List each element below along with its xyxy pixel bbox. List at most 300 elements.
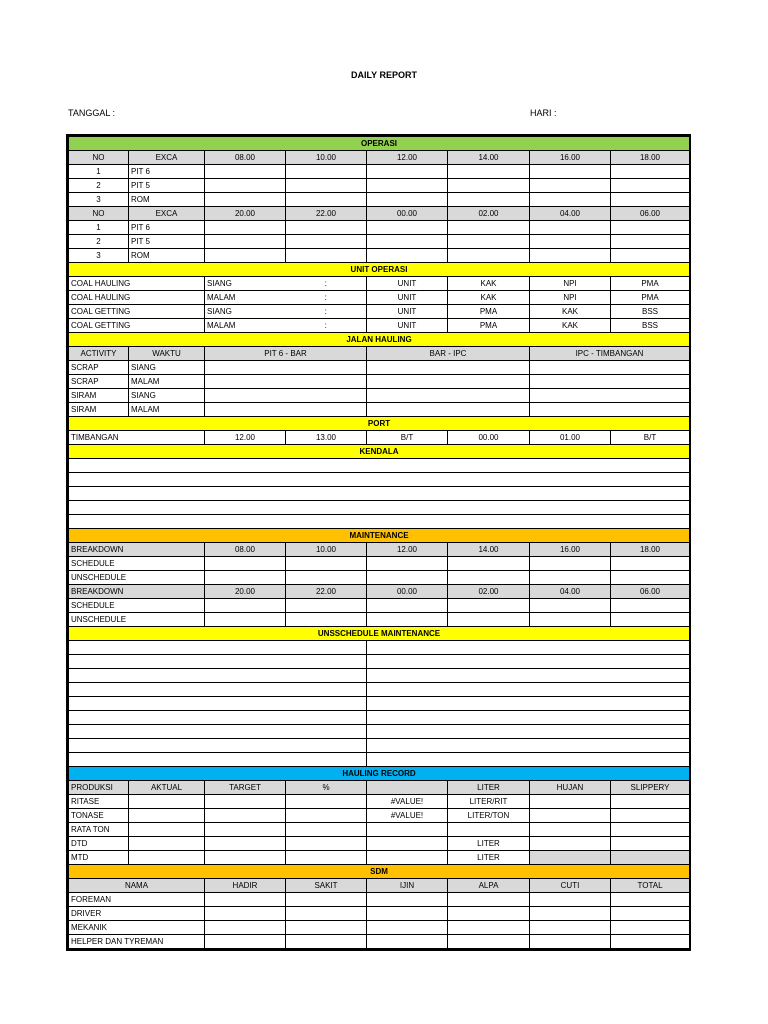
input-cell[interactable] (286, 613, 367, 627)
input-cell[interactable] (367, 921, 448, 935)
unit-operasi-section (69, 263, 690, 277)
input-cell[interactable] (286, 557, 367, 571)
input-cell[interactable] (530, 361, 690, 375)
input-cell[interactable] (205, 235, 286, 249)
shift-label: SIANG (205, 277, 286, 291)
contractor-label: KAK (448, 277, 530, 291)
metric-label: RITASE (69, 795, 129, 809)
input-cell[interactable] (367, 179, 448, 193)
column-header: 02.00 (448, 585, 530, 599)
input-cell[interactable] (530, 389, 690, 403)
value-cell[interactable] (530, 795, 611, 809)
maintenance-section (69, 529, 690, 543)
input-cell[interactable] (205, 557, 286, 571)
column-header: 16.00 (530, 543, 611, 557)
hauling-record-row (69, 809, 690, 823)
input-cell[interactable] (530, 599, 611, 613)
input-cell[interactable] (448, 599, 530, 613)
breakdown-label: BREAKDOWN (69, 585, 205, 599)
contractor-label: PMA (448, 305, 530, 319)
input-cell[interactable] (611, 935, 690, 949)
value-cell[interactable] (205, 795, 286, 809)
port-section (69, 417, 690, 431)
input-cell[interactable] (530, 375, 690, 389)
value-cell[interactable] (367, 823, 448, 837)
metric-label: TONASE (69, 809, 129, 823)
input-cell[interactable] (286, 599, 367, 613)
column-header: 18.00 (611, 543, 690, 557)
input-cell[interactable] (367, 249, 448, 263)
column-header: 14.00 (448, 151, 530, 165)
input-cell[interactable] (286, 235, 367, 249)
input-cell[interactable] (367, 221, 448, 235)
kendala-section-title: KENDALA (69, 445, 690, 459)
input-cell[interactable] (530, 249, 611, 263)
column-header: AKTUAL (129, 781, 205, 795)
unschedule-input[interactable] (367, 655, 690, 669)
input-cell[interactable] (448, 179, 530, 193)
column-header: WAKTU (129, 347, 205, 361)
report-table (68, 136, 690, 949)
unschedule-input[interactable] (69, 655, 367, 669)
input-cell[interactable] (611, 221, 690, 235)
input-cell[interactable] (530, 893, 611, 907)
value-cell[interactable] (205, 823, 286, 837)
input-cell[interactable] (205, 893, 286, 907)
input-cell[interactable] (530, 935, 611, 949)
value-cell[interactable] (129, 837, 205, 851)
shift-label: MALAM (205, 291, 286, 305)
column-header: 04.00 (530, 207, 611, 221)
value-cell[interactable] (611, 837, 690, 851)
value-cell[interactable] (205, 837, 286, 851)
hauling-record-section-title: HAULING RECORD (69, 767, 690, 781)
input-cell[interactable] (530, 613, 611, 627)
unschedule-input[interactable] (367, 683, 690, 697)
exca-name: ROM (129, 249, 205, 263)
input-cell[interactable] (530, 193, 611, 207)
hauling-record-header (69, 781, 690, 795)
input-cell[interactable] (611, 571, 690, 585)
input-cell[interactable] (205, 375, 367, 389)
hauling-record-row (69, 795, 690, 809)
input-cell[interactable] (367, 907, 448, 921)
input-cell[interactable] (205, 921, 286, 935)
input-cell[interactable] (611, 599, 690, 613)
contractor-label: KAK (530, 319, 611, 333)
time-label: 00.00 (448, 431, 530, 445)
input-cell[interactable] (286, 921, 367, 935)
input-cell[interactable] (367, 193, 448, 207)
row-number: 3 (69, 249, 129, 263)
unschedule-input[interactable] (69, 697, 367, 711)
kendala-section (69, 445, 690, 459)
input-cell[interactable] (611, 557, 690, 571)
column-header: ALPA (448, 879, 530, 893)
port-row (69, 431, 690, 445)
input-cell[interactable] (448, 235, 530, 249)
sdm-row (69, 935, 690, 949)
column-header: 18.00 (611, 151, 690, 165)
input-cell[interactable] (286, 907, 367, 921)
value-cell[interactable]: LITER (448, 851, 530, 865)
input-cell[interactable] (286, 571, 367, 585)
column-header: NO (69, 151, 129, 165)
column-header: 22.00 (286, 585, 367, 599)
value-cell[interactable] (530, 837, 611, 851)
column-header: LITER (448, 781, 530, 795)
input-cell[interactable] (367, 389, 530, 403)
column-header: 16.00 (530, 151, 611, 165)
exca-name: ROM (129, 193, 205, 207)
row-number: 1 (69, 221, 129, 235)
input-cell[interactable] (286, 165, 367, 179)
row-number: 3 (69, 193, 129, 207)
maintenance-header1 (69, 543, 690, 557)
unschedule-input[interactable] (367, 739, 690, 753)
input-cell[interactable] (448, 221, 530, 235)
operasi-row (69, 165, 690, 179)
input-cell[interactable] (205, 179, 286, 193)
value-cell[interactable] (611, 851, 690, 865)
unit-label: UNIT (367, 291, 448, 305)
column-header: 02.00 (448, 207, 530, 221)
contractor-label: BSS (611, 319, 690, 333)
input-cell[interactable] (530, 221, 611, 235)
value-cell[interactable] (530, 809, 611, 823)
jalan-hauling-row (69, 389, 690, 403)
value-cell[interactable] (286, 823, 367, 837)
row-number: 2 (69, 179, 129, 193)
input-cell[interactable] (286, 193, 367, 207)
input-cell[interactable] (611, 613, 690, 627)
input-cell[interactable] (448, 193, 530, 207)
input-cell[interactable] (530, 235, 611, 249)
unit-label: UNIT (367, 305, 448, 319)
value-cell[interactable] (286, 851, 367, 865)
column-header: 12.00 (367, 543, 448, 557)
input-cell[interactable] (286, 249, 367, 263)
input-cell[interactable] (530, 921, 611, 935)
input-cell[interactable] (611, 907, 690, 921)
unschedule-row (69, 683, 690, 697)
column-header: 06.00 (611, 207, 690, 221)
column-header: EXCA (129, 207, 205, 221)
input-cell[interactable] (611, 165, 690, 179)
jalan-hauling-row (69, 403, 690, 417)
activity-label: COAL GETTING (69, 305, 205, 319)
input-cell[interactable] (530, 907, 611, 921)
column-header: 14.00 (448, 543, 530, 557)
column-header: 22.00 (286, 207, 367, 221)
unschedule-input[interactable] (69, 711, 367, 725)
metric-label: RATA TON (69, 823, 129, 837)
sdm-section-title: SDM (69, 865, 690, 879)
value-cell[interactable] (611, 823, 690, 837)
time-label: B/T (611, 431, 690, 445)
jalan-hauling-header (69, 347, 690, 361)
operasi-header2 (69, 207, 690, 221)
input-cell[interactable] (611, 193, 690, 207)
value-cell[interactable] (611, 809, 690, 823)
value-cell[interactable] (286, 795, 367, 809)
unschedule-row (69, 725, 690, 739)
column-header: BAR - IPC (367, 347, 530, 361)
unschedule-input[interactable] (367, 641, 690, 655)
breakdown-label: BREAKDOWN (69, 543, 205, 557)
input-cell[interactable] (286, 179, 367, 193)
unschedule-row (69, 655, 690, 669)
time-label: 01.00 (530, 431, 611, 445)
column-header: SAKIT (286, 879, 367, 893)
shift-label: MALAM (205, 319, 286, 333)
contractor-label: KAK (530, 305, 611, 319)
staff-role: HELPER DAN TYREMAN (69, 935, 205, 949)
input-cell[interactable] (530, 165, 611, 179)
input-cell[interactable] (205, 221, 286, 235)
value-cell[interactable] (129, 851, 205, 865)
unit-operasi-row (69, 319, 690, 333)
staff-role: MEKANIK (69, 921, 205, 935)
kendala-input[interactable] (69, 515, 690, 529)
input-cell[interactable] (367, 165, 448, 179)
value-cell[interactable] (286, 837, 367, 851)
unit-label: UNIT (367, 319, 448, 333)
report-sheet (66, 134, 691, 951)
column-header: HUJAN (530, 781, 611, 795)
maintenance-type: SCHEDULE (69, 599, 205, 613)
input-cell[interactable] (530, 571, 611, 585)
input-cell[interactable] (205, 389, 367, 403)
maintenance-row (69, 571, 690, 585)
input-cell[interactable] (530, 557, 611, 571)
value-cell[interactable] (129, 809, 205, 823)
input-cell[interactable] (367, 613, 448, 627)
column-header: 12.00 (367, 151, 448, 165)
unschedule-input[interactable] (69, 739, 367, 753)
activity-label: SIRAM (69, 403, 129, 417)
value-cell[interactable]: LITER/RIT (448, 795, 530, 809)
kendala-row (69, 501, 690, 515)
activity-label: COAL GETTING (69, 319, 205, 333)
unschedule-input[interactable] (367, 697, 690, 711)
value-cell[interactable] (205, 851, 286, 865)
value-cell[interactable] (448, 823, 530, 837)
input-cell[interactable] (448, 613, 530, 627)
column-header: PIT 6 - BAR (205, 347, 367, 361)
input-cell[interactable] (367, 403, 530, 417)
value-cell[interactable]: LITER (448, 837, 530, 851)
port-section-title: PORT (69, 417, 690, 431)
value-cell[interactable] (367, 837, 448, 851)
time-label: B/T (367, 431, 448, 445)
value-cell[interactable] (129, 823, 205, 837)
unschedule-row (69, 711, 690, 725)
value-cell[interactable] (205, 809, 286, 823)
input-cell[interactable] (286, 893, 367, 907)
column-header: 06.00 (611, 585, 690, 599)
unschedule-input[interactable] (69, 725, 367, 739)
input-cell[interactable] (205, 249, 286, 263)
unschedule-row (69, 753, 690, 767)
value-cell[interactable] (611, 795, 690, 809)
maintenance-row (69, 557, 690, 571)
activity-label: SIRAM (69, 389, 129, 403)
exca-name: PIT 5 (129, 179, 205, 193)
input-cell[interactable] (611, 893, 690, 907)
unschedule-section-title: UNSSCHEDULE MAINTENANCE (69, 627, 690, 641)
shift-label: SIANG (205, 305, 286, 319)
time-label: 13.00 (286, 431, 367, 445)
kendala-row (69, 515, 690, 529)
value-cell[interactable]: LITER/TON (448, 809, 530, 823)
input-cell[interactable] (205, 193, 286, 207)
input-cell[interactable] (205, 165, 286, 179)
input-cell[interactable] (448, 935, 530, 949)
unschedule-input[interactable] (69, 641, 367, 655)
input-cell[interactable] (367, 557, 448, 571)
unschedule-row (69, 697, 690, 711)
hauling-record-row (69, 851, 690, 865)
kendala-input[interactable] (69, 501, 690, 515)
column-header: 00.00 (367, 207, 448, 221)
contractor-label: NPI (530, 277, 611, 291)
sdm-row (69, 907, 690, 921)
input-cell[interactable] (205, 361, 367, 375)
input-cell[interactable] (205, 571, 286, 585)
metric-label: DTD (69, 837, 129, 851)
column-header: CUTI (530, 879, 611, 893)
time-label: 12.00 (205, 431, 286, 445)
contractor-label: BSS (611, 305, 690, 319)
unschedule-input[interactable] (367, 669, 690, 683)
row-number: 1 (69, 165, 129, 179)
maintenance-row (69, 599, 690, 613)
value-cell[interactable] (530, 851, 611, 865)
input-cell[interactable] (367, 893, 448, 907)
contractor-label: PMA (611, 291, 690, 305)
column-header: TOTAL (611, 879, 690, 893)
input-cell[interactable] (448, 557, 530, 571)
unit-operasi-row (69, 305, 690, 319)
shift-label: SIANG (129, 361, 205, 375)
unschedule-input[interactable] (69, 683, 367, 697)
input-cell[interactable] (448, 249, 530, 263)
timbangan-label: TIMBANGAN (69, 431, 205, 445)
activity-label: COAL HAULING (69, 291, 205, 305)
kendala-input[interactable] (69, 487, 690, 501)
column-header: ACTIVITY (69, 347, 129, 361)
input-cell[interactable] (448, 907, 530, 921)
unschedule-input[interactable] (367, 753, 690, 767)
separator: : (286, 277, 367, 291)
input-cell[interactable] (448, 921, 530, 935)
input-cell[interactable] (530, 179, 611, 193)
separator: : (286, 291, 367, 305)
operasi-row (69, 193, 690, 207)
activity-label: SCRAP (69, 361, 129, 375)
contractor-label: PMA (448, 319, 530, 333)
input-cell[interactable] (530, 403, 690, 417)
kendala-input[interactable] (69, 473, 690, 487)
input-cell[interactable] (448, 571, 530, 585)
unschedule-input[interactable] (367, 711, 690, 725)
column-header: 20.00 (205, 585, 286, 599)
unschedule-input[interactable] (69, 669, 367, 683)
operasi-row (69, 221, 690, 235)
input-cell[interactable] (286, 935, 367, 949)
value-cell[interactable] (530, 823, 611, 837)
input-cell[interactable] (611, 921, 690, 935)
hauling-record-row (69, 837, 690, 851)
exca-name: PIT 6 (129, 221, 205, 235)
column-header: 20.00 (205, 207, 286, 221)
value-cell[interactable] (286, 809, 367, 823)
unit-operasi-row (69, 291, 690, 305)
input-cell[interactable] (205, 907, 286, 921)
input-cell[interactable] (448, 165, 530, 179)
column-header: IPC - TIMBANGAN (530, 347, 690, 361)
input-cell[interactable] (205, 613, 286, 627)
hauling-record-row (69, 823, 690, 837)
column-header: NO (69, 207, 129, 221)
input-cell[interactable] (367, 599, 448, 613)
sdm-row (69, 921, 690, 935)
jalan-hauling-row (69, 375, 690, 389)
tanggal-label: TANGGAL : (68, 108, 116, 118)
activity-label: COAL HAULING (69, 277, 205, 291)
staff-role: FOREMAN (69, 893, 205, 907)
column-header: 10.00 (286, 151, 367, 165)
value-cell[interactable]: #VALUE! (367, 795, 448, 809)
input-cell[interactable] (367, 361, 530, 375)
input-cell[interactable] (205, 935, 286, 949)
contractor-label: KAK (448, 291, 530, 305)
input-cell[interactable] (611, 249, 690, 263)
input-cell[interactable] (367, 375, 530, 389)
input-cell[interactable] (205, 403, 367, 417)
unit-label: UNIT (367, 277, 448, 291)
input-cell[interactable] (367, 935, 448, 949)
value-cell[interactable] (129, 795, 205, 809)
input-cell[interactable] (286, 221, 367, 235)
input-cell[interactable] (448, 893, 530, 907)
value-cell[interactable]: #VALUE! (367, 809, 448, 823)
column-header: 04.00 (530, 585, 611, 599)
unschedule-input[interactable] (367, 725, 690, 739)
unschedule-input[interactable] (69, 753, 367, 767)
operasi-row (69, 179, 690, 193)
column-header: PRODUKSI (69, 781, 129, 795)
column-header: NAMA (69, 879, 205, 893)
kendala-row (69, 459, 690, 473)
input-cell[interactable] (611, 179, 690, 193)
input-cell[interactable] (205, 599, 286, 613)
column-header: % (286, 781, 367, 795)
value-cell[interactable] (367, 851, 448, 865)
kendala-row (69, 473, 690, 487)
input-cell[interactable] (611, 235, 690, 249)
row-number: 2 (69, 235, 129, 249)
sdm-row (69, 893, 690, 907)
kendala-input[interactable] (69, 459, 690, 473)
hari-label: HARI : (530, 108, 557, 118)
input-cell[interactable] (367, 571, 448, 585)
input-cell[interactable] (367, 235, 448, 249)
staff-role: DRIVER (69, 907, 205, 921)
unit-operasi-row (69, 277, 690, 291)
column-header: TARGET (205, 781, 286, 795)
